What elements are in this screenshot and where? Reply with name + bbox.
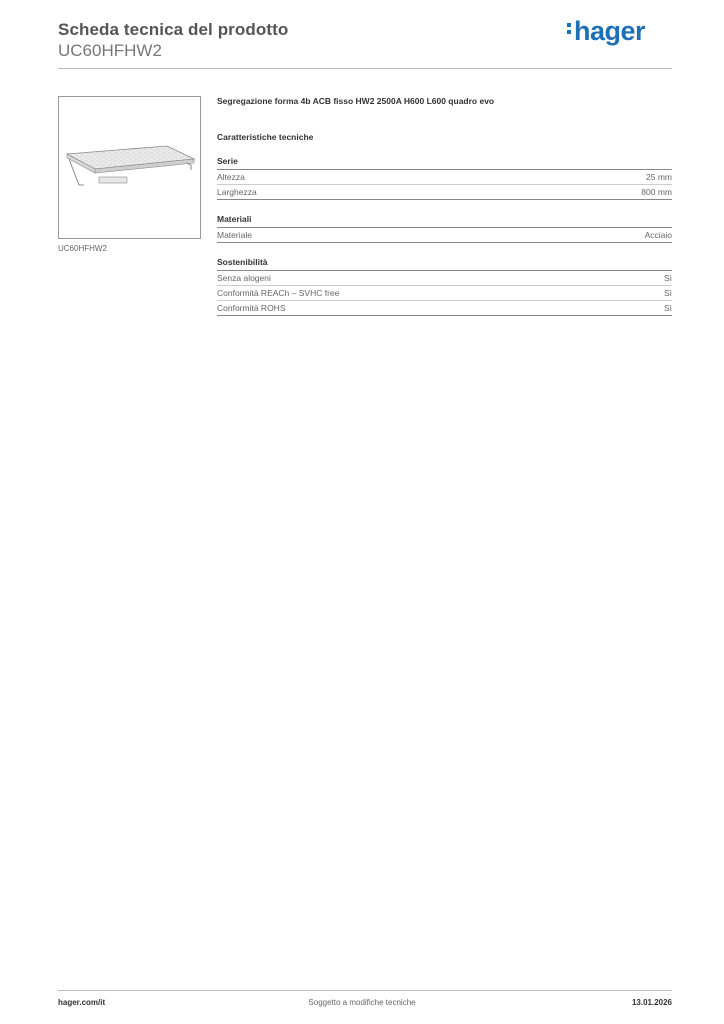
spec-group-materials xyxy=(217,214,672,243)
spec-label: Altezza xyxy=(217,172,245,182)
hager-logo xyxy=(567,16,645,47)
logo-text: hager xyxy=(574,16,646,46)
spec-group-title: Materiali xyxy=(217,214,672,228)
spec-label: Senza alogeni xyxy=(217,273,271,283)
shelf-illustration-icon xyxy=(59,97,200,238)
spec-row xyxy=(217,271,672,286)
page-header xyxy=(58,20,288,61)
product-code: UC60HFHW2 xyxy=(58,41,162,60)
product-details xyxy=(217,96,672,316)
spec-value: Acciaio xyxy=(644,230,672,240)
footer-date: 13.01.2026 xyxy=(631,998,672,1007)
spec-group-title: Serie xyxy=(217,156,672,170)
spec-value: Sì xyxy=(663,288,672,298)
spec-value: Sì xyxy=(663,303,672,313)
section-title: Caratteristiche tecniche xyxy=(217,132,314,142)
page-title: Scheda tecnica del prodotto xyxy=(58,20,289,39)
image-caption: UC60HFHW2 xyxy=(58,244,107,253)
spec-group-series xyxy=(217,156,672,200)
spec-value: Sì xyxy=(663,273,672,283)
footer-divider xyxy=(58,990,672,991)
spec-value: 25 mm xyxy=(646,172,672,182)
spec-row xyxy=(217,228,672,243)
spec-label: Conformità ROHS xyxy=(217,303,286,313)
spec-group-title: Sostenibilità xyxy=(217,257,672,271)
header-divider xyxy=(58,68,672,69)
spec-group-sustainability xyxy=(217,257,672,316)
spec-value: 800 mm xyxy=(641,187,672,197)
spec-row xyxy=(217,185,672,200)
spec-label: Larghezza xyxy=(217,187,257,197)
spec-label: Materiale xyxy=(217,230,252,240)
footer-note: Soggetto a modifiche tecniche xyxy=(308,998,416,1007)
spec-row xyxy=(217,286,672,301)
product-description: Segregazione forma 4b ACB fisso HW2 2500A H600 L600 quadro evo xyxy=(217,96,495,106)
spec-label: Conformità REACh – SVHC free xyxy=(217,288,340,298)
logo-dots-icon xyxy=(567,20,572,37)
footer-website-link[interactable]: hager.com/it xyxy=(58,998,106,1007)
product-image xyxy=(58,96,201,239)
spec-row xyxy=(217,301,672,316)
spec-row xyxy=(217,170,672,185)
